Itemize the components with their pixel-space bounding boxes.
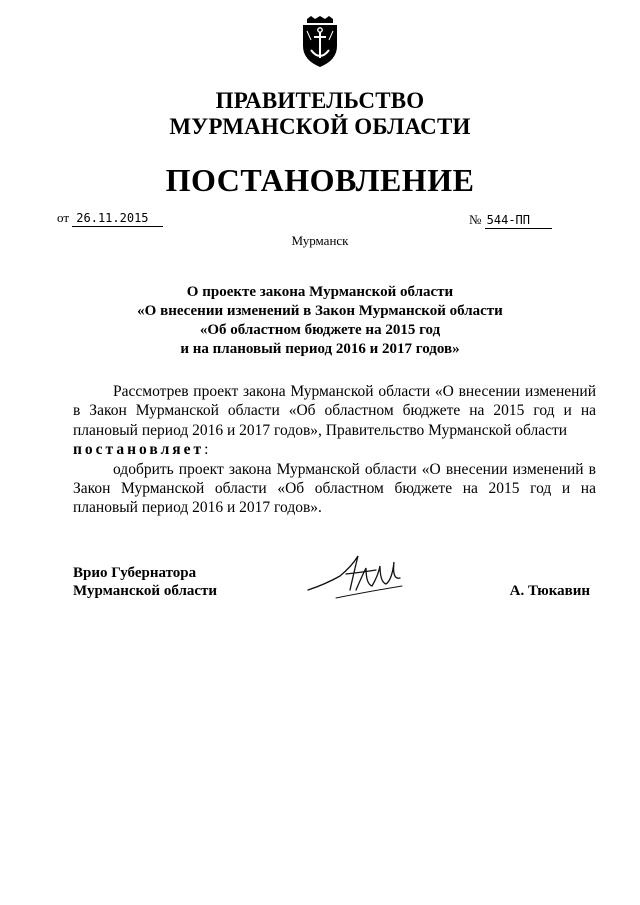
document-subject (0, 283, 640, 359)
coat-of-arms-emblem (297, 16, 343, 68)
government-title-line2: МУРМАНСКОЙ ОБЛАСТИ (169, 114, 471, 139)
body-paragraph-decision: одобрить проект закона Мурманской области «О внесении изменений в Закон Мурманской области «Об областном бюджете на 2015 год и на плановый период 2016 и 2017 годов». (73, 460, 596, 517)
handwritten-signature (306, 546, 416, 616)
body-paragraph-preamble: Рассмотрев проект закона Мурманской области «О внесении изменений в Закон Мурманской области «Об областном бюджете на 2015 год и на плановый период 2016 и 2017 годов», Правительство Мурманской области (73, 383, 596, 439)
signer-title-line1: Врио Губернатора (73, 565, 197, 581)
decree-line (73, 440, 596, 459)
subject-line3: «Об областном бюджете на 2015 год (199, 322, 441, 338)
number-prefix: № (469, 212, 482, 227)
document-number: 544-ПП (485, 212, 552, 229)
date-row (57, 210, 163, 227)
subject-line4: и на плановый период 2016 и 2017 годов» (180, 341, 460, 357)
number-row (469, 212, 552, 229)
signer-title-line2: Мурманской области (73, 583, 218, 599)
signer-title (73, 564, 217, 600)
document-body (73, 382, 596, 518)
signer-name: А. Тюкавин (509, 583, 590, 599)
subject-line2: «О внесении изменений в Закон Мурманской области (137, 303, 503, 319)
city-name: Мурманск (291, 233, 349, 248)
government-title-line1: ПРАВИТЕЛЬСТВО (215, 88, 425, 113)
decree-colon: : (204, 441, 209, 459)
signature-icon (306, 546, 416, 616)
coat-of-arms-icon (297, 16, 343, 68)
date-prefix: от (57, 210, 70, 225)
document-date: 26.11.2015 (72, 210, 162, 227)
subject-line1: О проекте закона Мурманской области (186, 284, 454, 300)
decree-word: постановляет (73, 441, 205, 459)
document-type-heading: ПОСТАНОВЛЕНИЕ (165, 162, 475, 198)
